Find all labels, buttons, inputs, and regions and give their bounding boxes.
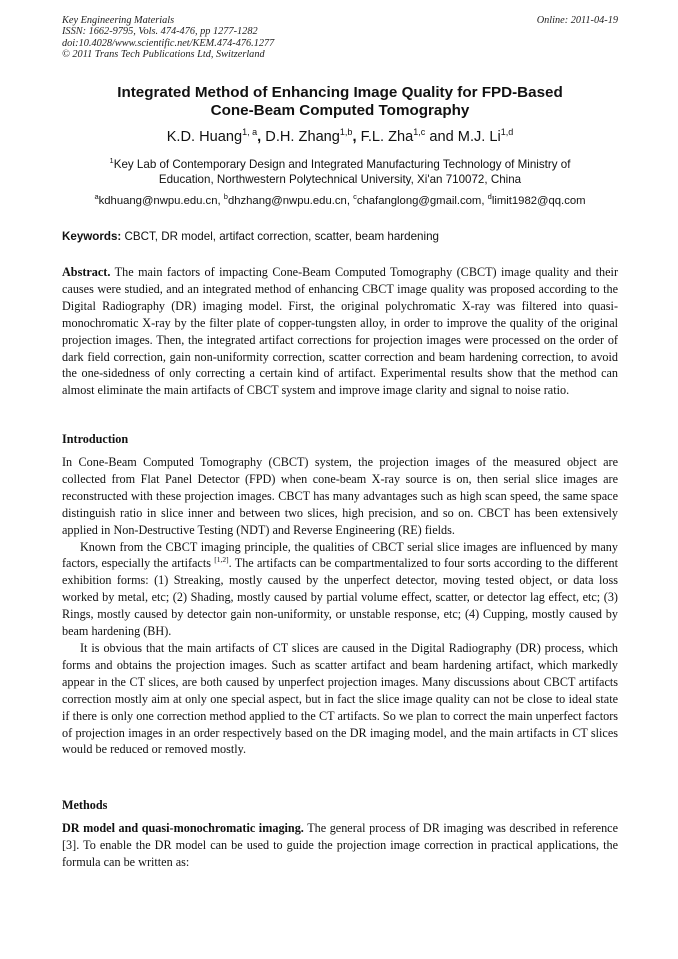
- author-list: [62, 128, 618, 146]
- keywords: [62, 230, 618, 244]
- author-name: D.H. Zhang: [265, 129, 340, 145]
- author-affil-mark: 1,b: [339, 127, 353, 137]
- abstract-label: Abstract.: [62, 265, 111, 279]
- author-separator: and: [425, 129, 454, 145]
- abstract-text: The main factors of impacting Cone-Beam Computed Tomography (CBCT) image quality and their causes were studied, and an integrated method of enhancing CBCT image quality was proposed according to the Digital Radiography (DR) imaging model. First, the original polychromatic X-ray was filtered into quasi-monochromatic X-ray by the filter plate of copper-tungsten alloy, in order to improve the quality of the original projection images. Then, the integrated artifact corrections for projection images were processed on the order of dark field correction, gain non-uniformity correction, scatter correction and beam hardening correction, to avoid the one-sidedness of only correcting a certain kind of artifact. Experimental results show that the method can almost eliminate the main artifacts of CBCT system and improve image clarity and signal to noise ratio.: [62, 265, 618, 398]
- email-mark: c: [353, 192, 357, 201]
- keywords-text: CBCT, DR model, artifact correction, scatter, beam hardening: [124, 230, 439, 243]
- author-affil-mark: 1,c: [413, 127, 426, 137]
- title-line-2: Cone-Beam Computed Tomography: [210, 102, 470, 119]
- affiliation-line-2: Education, Northwestern Polytechnical University, Xi'an 710072, China: [158, 173, 522, 186]
- author-affil-mark: 1,d: [500, 127, 514, 137]
- citation: [1,2]: [214, 555, 229, 565]
- email-list: [62, 194, 618, 208]
- intro-paragraph-2: [62, 539, 618, 640]
- affiliation-mark: 1: [109, 156, 114, 165]
- title-line-1: Integrated Method of Enhancing Image Quality for FPD-Based: [117, 84, 563, 101]
- keywords-label: Keywords:: [62, 230, 122, 243]
- email-address[interactable]: limit1982@qq.com: [491, 195, 586, 207]
- intro-p2-text: Known from the CBCT imaging principle, the qualities of CBCT serial slice images are influenced by many factors, especially the artifacts: [62, 539, 618, 571]
- introduction-body: [62, 454, 618, 758]
- author-separator: ,: [352, 129, 357, 145]
- affiliation-line-1: Key Lab of Contemporary Design and Integrated Manufacturing Technology of Ministry of: [113, 158, 571, 171]
- author-name: M.J. Li: [457, 129, 501, 145]
- email-address[interactable]: kdhuang@nwpu.edu.cn,: [98, 195, 221, 207]
- intro-paragraph-1: In Cone-Beam Computed Tomography (CBCT) system, the projection images of the measured object are collected from Flat Panel Detector (FPD) when cone-beam X-ray source is on, then serial slice images are reconstructed with these projection images. CBCT has many advantages such as high scan speed, the same space distinguish ratio in slice inner and between two slices, high precision, and so on. CBCT has been extensively applied in Non-Destructive Testing (NDT) and Reverse Engineering (RE) fields.: [62, 455, 618, 537]
- email-mark: a: [94, 192, 99, 201]
- author-separator: ,: [257, 129, 262, 145]
- issn-line: ISSN: 1662-9795, Vols. 474-476, pp 1277-1282: [62, 26, 258, 38]
- online-date: Online: 2011-04-19: [536, 15, 618, 26]
- abstract: [62, 264, 618, 399]
- affiliation: [62, 157, 618, 187]
- methods-text: The general process of DR imaging was described in reference [3]. To enable the DR model can be used to guide the projection image correction in practical applications, the formula can be written as:: [62, 821, 618, 869]
- journal-header: [62, 15, 618, 61]
- email-address[interactable]: chafanglong@gmail.com,: [356, 195, 485, 207]
- journal-name: Key Engineering Materials: [62, 15, 175, 26]
- email-address[interactable]: dhzhang@nwpu.edu.cn,: [227, 195, 350, 207]
- methods-body: [62, 820, 618, 871]
- doi-line: doi:10.4028/www.scientific.net/KEM.474-476.1277: [62, 37, 275, 49]
- copyright-line: © 2011 Trans Tech Publications Ltd, Switzerland: [62, 49, 265, 61]
- introduction-heading: Introduction: [62, 432, 129, 446]
- methods-heading: Methods: [62, 798, 108, 812]
- methods-subheading: DR model and quasi-monochromatic imaging.: [62, 821, 304, 835]
- intro-paragraph-3: It is obvious that the main artifacts of CT slices are caused in the Digital Radiography (DR) process, which forms and obtains the projection images. Such as scatter artifact and beam hardening artifact, which markedly appear in the CT slices, are both caused by unperfect projection images. Many discussions about CBCT artifacts correction mostly aim at only one special aspect, but in fact the slice image quality can not be close to ideal state if there is only one correction method applied to the CT artifacts. So we plan to correct the main unperfect factors of projection images in an order respectively based on the DR imaging model, and the main artifacts in CT slices would be reduced or removed mostly.: [62, 640, 618, 757]
- author-affil-mark: 1, a: [242, 127, 258, 137]
- author-name: K.D. Huang: [166, 129, 243, 145]
- author-name: F.L. Zha: [360, 129, 414, 145]
- intro-p2-text-cont: . The artifacts can be compartmentalized to four sorts according to the different exhibition forms: (1) Streaking, mostly caused by the unperfect detector, moving tested object, or data loss worked by metal, etc; (2) Shading, mostly caused by partial volume effect, scatter, or detector lag effect, etc; (3) Rings, mostly caused by detector gain non-uniformity, or unstable response, etc; (4) Cupping, mostly caused by beam hardening (BH).: [62, 556, 618, 639]
- email-mark: b: [223, 192, 228, 201]
- email-mark: d: [487, 192, 492, 201]
- paper-title: [62, 84, 618, 120]
